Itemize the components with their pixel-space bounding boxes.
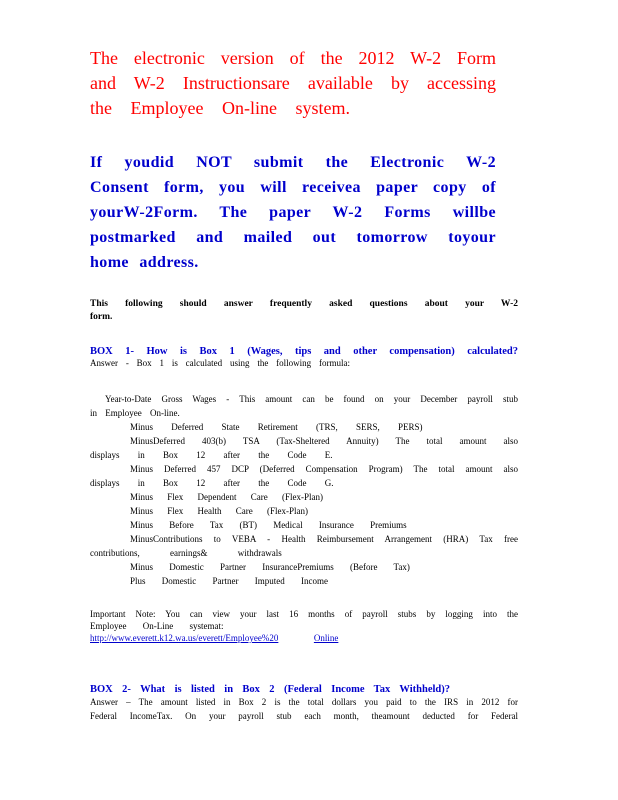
box1-section xyxy=(90,346,518,369)
intro-red-line-3: the Employee On-line system. xyxy=(90,98,350,118)
faq-intro-line-1: This following should answer frequently asked questions about your W-2 xyxy=(90,299,518,309)
intro-blue-line-3: yourW-2Form. The paper W-2 Forms willbe xyxy=(90,204,496,221)
box2-answer-line-2: Federal IncomeTax. On your payroll stub each month, theamount deducted for Federal xyxy=(90,711,518,721)
employee-online-link[interactable]: http://www.everett.k12.wa.us/everett/Employee%20 xyxy=(90,633,279,643)
box1-heading: BOX 1- How is Box 1 (Wages, tips and other compensation) calculated? xyxy=(90,346,518,357)
formula-item: Minus Domestic Partner InsurancePremiums (Before Tax) xyxy=(130,562,410,572)
intro-blue-line-1: If youdid NOT submit the Electronic W-2 xyxy=(90,154,496,171)
box2-answer-line-1: Answer – The amount listed in Box 2 is the total dollars you paid to the IRS in 2012 for xyxy=(90,697,518,707)
box1-answer: Answer - Box 1 is calculated using the following formula: xyxy=(90,358,350,368)
formula-item: displays in Box 12 after the Code G. xyxy=(90,478,334,488)
formula-item: Minus Deferred 457 DCP (Deferred Compensation Program) The total amount also xyxy=(130,464,518,474)
employee-online-link-tail[interactable]: Online xyxy=(313,633,339,643)
box1-formula-list xyxy=(90,392,518,588)
important-note xyxy=(90,608,518,644)
formula-item: displays in Box 12 after the Code E. xyxy=(90,450,333,460)
note-link-line xyxy=(90,632,518,644)
formula-item: Minus Before Tax (BT) Medical Insurance Premiums xyxy=(130,520,407,530)
formula-item: Minus Flex Health Care (Flex-Plan) xyxy=(130,506,308,516)
box2-heading: BOX 2- What is listed in Box 2 (Federal Income Tax Withheld)? xyxy=(90,684,450,695)
box2-section xyxy=(90,684,518,723)
formula-item: Minus Flex Dependent Care (Flex-Plan) xyxy=(130,492,323,502)
note-line-2: Employee On-Line systemat: xyxy=(90,621,224,631)
intro-blue-line-5: home address. xyxy=(90,254,199,271)
intro-blue-line-4: postmarked and mailed out tomorrow toyour xyxy=(90,229,496,246)
faq-intro xyxy=(90,298,518,324)
intro-blue-line-2: Consent form, you will receivea paper copy of xyxy=(90,179,496,196)
intro-red-line-2: and W-2 Instructionsare available by accessing xyxy=(90,73,496,93)
intro-notice-blue xyxy=(90,150,496,275)
formula-item: MinusDeferred 403(b) TSA (Tax-Sheltered Annuity) The total amount also xyxy=(130,436,518,446)
formula-item: Plus Domestic Partner Imputed Income xyxy=(130,576,328,586)
formula-item: in Employee On-line. xyxy=(90,408,180,418)
formula-item: Year-to-Date Gross Wages - This amount can be found on your December payroll stub xyxy=(105,394,518,404)
formula-item: MinusContributions to VEBA - Health Reimbursement Arrangement (HRA) Tax free xyxy=(130,534,518,544)
formula-item: contributions, earnings& withdrawals xyxy=(90,548,282,558)
intro-notice-red xyxy=(90,46,496,121)
formula-item: Minus Deferred State Retirement (TRS, SERS, PERS) xyxy=(130,422,423,432)
note-line-1: Important Note: You can view your last 16 months of payroll stubs by logging into the xyxy=(90,609,518,619)
faq-intro-line-2: form. xyxy=(90,312,113,322)
intro-red-line-1: The electronic version of the 2012 W-2 Form xyxy=(90,48,496,68)
